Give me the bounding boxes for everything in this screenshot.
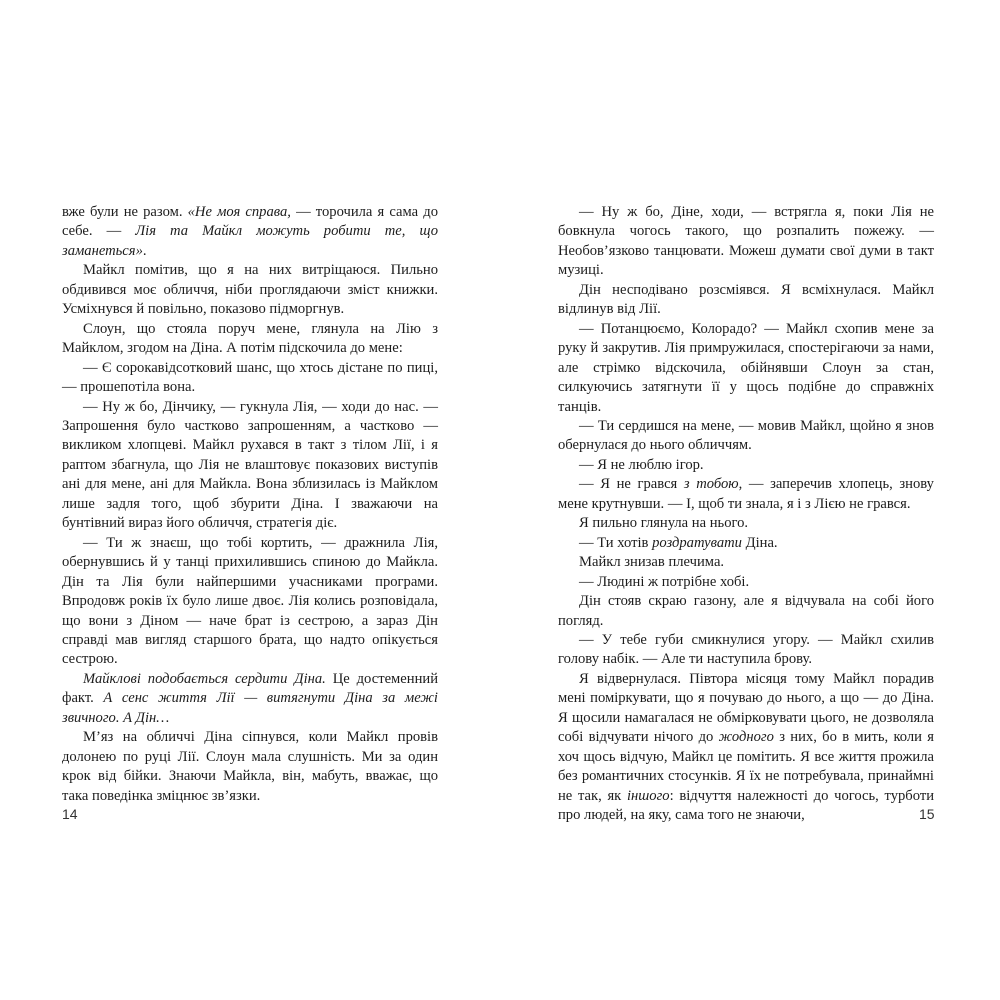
text-run: — Ну ж бо, Діне, ходи, — встрягла я, поки Лія не бовкнула чогось такого, що розпалить пожежу. — Необов’язково танцювати. Можеш думати свої думи в такт музиці.	[558, 204, 934, 279]
text-run: — Ти сердишся на мене, — мовив Майкл, щойно я знов обернулася до нього обличчям.	[558, 417, 934, 454]
paragraph	[62, 728, 438, 806]
italic-text: А сенс життя Лії — витягнути Діна за межі звичного. А Дін…	[62, 690, 438, 726]
text-run: Майкл знизав плечима.	[579, 554, 725, 571]
text-run: — У тебе губи смикнулися угору. — Майкл схилив голову набік. — Але ти наступила брову.	[558, 631, 934, 668]
paragraph	[558, 592, 934, 631]
paragraph	[62, 261, 438, 319]
paragraph	[62, 320, 438, 359]
text-run: — Людині ж потрібне хобі.	[579, 573, 750, 590]
italic-text: жодного	[718, 729, 774, 746]
text-run: — Є сорокавідсотковий шанс, що хтось дістане по пиці, — прошепотіла вона.	[62, 359, 438, 396]
paragraph	[558, 553, 934, 572]
paragraph	[558, 417, 934, 456]
paragraph	[558, 320, 934, 417]
paragraph	[558, 456, 934, 475]
text-run: — Я не грався	[579, 476, 684, 493]
paragraph	[62, 670, 438, 728]
page-number-left: 14	[62, 806, 78, 822]
left-page-text	[62, 203, 438, 806]
text-run: Майкл помітив, що я на них витріщаюся. Пильно обдивився моє обличчя, ніби проглядаючи зміст книжки. Усміхнувся й повільно, показово підморгнув.	[62, 262, 438, 318]
text-run: М’яз на обличчі Діна сіпнувся, коли Майкл провів долонею по руці Лії. Слоун мала слушність. Ми за один крок від бійки. Знаючи Майкла, він, мабуть, вважає, що така поведінка зміцнює зв’язки.	[62, 729, 438, 804]
text-run: , — заперечив хлопець, знову мене крутнувши. — І, щоб ти знала, я і з Лією не грався.	[558, 476, 934, 512]
italic-text: Лія та Майкл можуть робити те, що заманеться»	[62, 223, 438, 259]
italic-text: іншого	[626, 787, 670, 804]
text-run: .	[142, 242, 147, 259]
text-run: — Ти хотів	[579, 534, 653, 551]
text-run: Дін стояв скраю газону, але я відчувала на собі його погляд.	[558, 593, 934, 629]
text-run: — торочила я сама до себе. —	[62, 204, 438, 240]
text-run: Дін несподівано розсміявся. Я всміхнулася. Майкл відлинув від Лії.	[558, 281, 934, 318]
text-run: Це достеменний факт.	[62, 670, 439, 707]
italic-text: з тобою	[683, 476, 739, 493]
text-run: Я пильно глянула на нього.	[579, 515, 749, 532]
italic-text: роздратувати	[652, 534, 742, 551]
paragraph	[558, 475, 934, 514]
text-run: — Потанцюємо, Колорадо? — Майкл схопив мене за руку й закрутив. Лія примружилася, спостерігаючи за нами, але стрімко відскочила, обійнявши Слоун за стан, силкуючись затягнути її у щось подібне до справжніх танців.	[558, 320, 934, 415]
paragraph	[62, 398, 438, 534]
paragraph	[558, 203, 934, 281]
italic-text: «Не моя справа,	[187, 204, 291, 220]
paragraph	[62, 203, 438, 261]
paragraph	[558, 670, 934, 826]
paragraph	[558, 514, 934, 533]
text-run: вже були не разом.	[62, 204, 188, 220]
paragraph	[558, 631, 934, 670]
paragraph	[62, 359, 438, 398]
text-run: Діна.	[741, 534, 778, 551]
paragraph	[558, 573, 934, 592]
text-run: — Ну ж бо, Дінчику, — гукнула Лія, — ходи до нас. — Запрошення було частково запрошенням, а частково — викликом хлопцеві. Майкл рухався в такт з тілом Лії, і я раптом збагнула, що Лія не влаштовує показових виступів ані для мене, ані для Майкла. Вона зблизилась із Майклом лише задля того, щоб збурити Діна. І зважаючи на бунтівний вираз його обличчя, стратегія діє.	[62, 398, 438, 532]
page-number-right: 15	[919, 806, 935, 822]
text-run: : відчуття належності до чогось, турботи про людей, на яку, сама того не знаючи,	[558, 787, 935, 824]
paragraph	[558, 534, 934, 553]
text-run: Слоун, що стояла поруч мене, глянула на Лію з Майклом, згодом на Діна. А потім підскочила до мене:	[62, 320, 438, 357]
text-run: — Я не люблю ігор.	[579, 456, 704, 473]
text-run: — Ти ж знаєш, що тобі кортить, — дражнила Лія, обернувшись й у танці прихилившись спиною до Майкла. Дін та Лія були найпершими учасниками програми. Впродовж років їх було лише двоє. Лія колись розповідала, що вони з Діном — наче брат із сестрою, а зараз Дін справді мав вигляд старшого брата, що надто опікується сестрою.	[62, 534, 438, 668]
paragraph	[558, 281, 934, 320]
italic-text: Майклові подобається сердити Діна.	[83, 670, 326, 687]
paragraph	[62, 534, 438, 670]
right-page-text	[558, 203, 934, 826]
text-run: Я відвернулася. Півтора місяця тому Майкл порадив мені поміркувати, що я почуваю до нього, а що — до Діна. Я щосили намагалася не обмірковувати цього, не дозволяла собі відчувати нічого до	[558, 670, 934, 746]
text-run: з них, бо в мить, коли я хоч щось відчую, Майкл це помітить. Я все життя прожила без романтичних стосунків. Я їх не потребувала, принаймні не так, як	[558, 729, 935, 804]
